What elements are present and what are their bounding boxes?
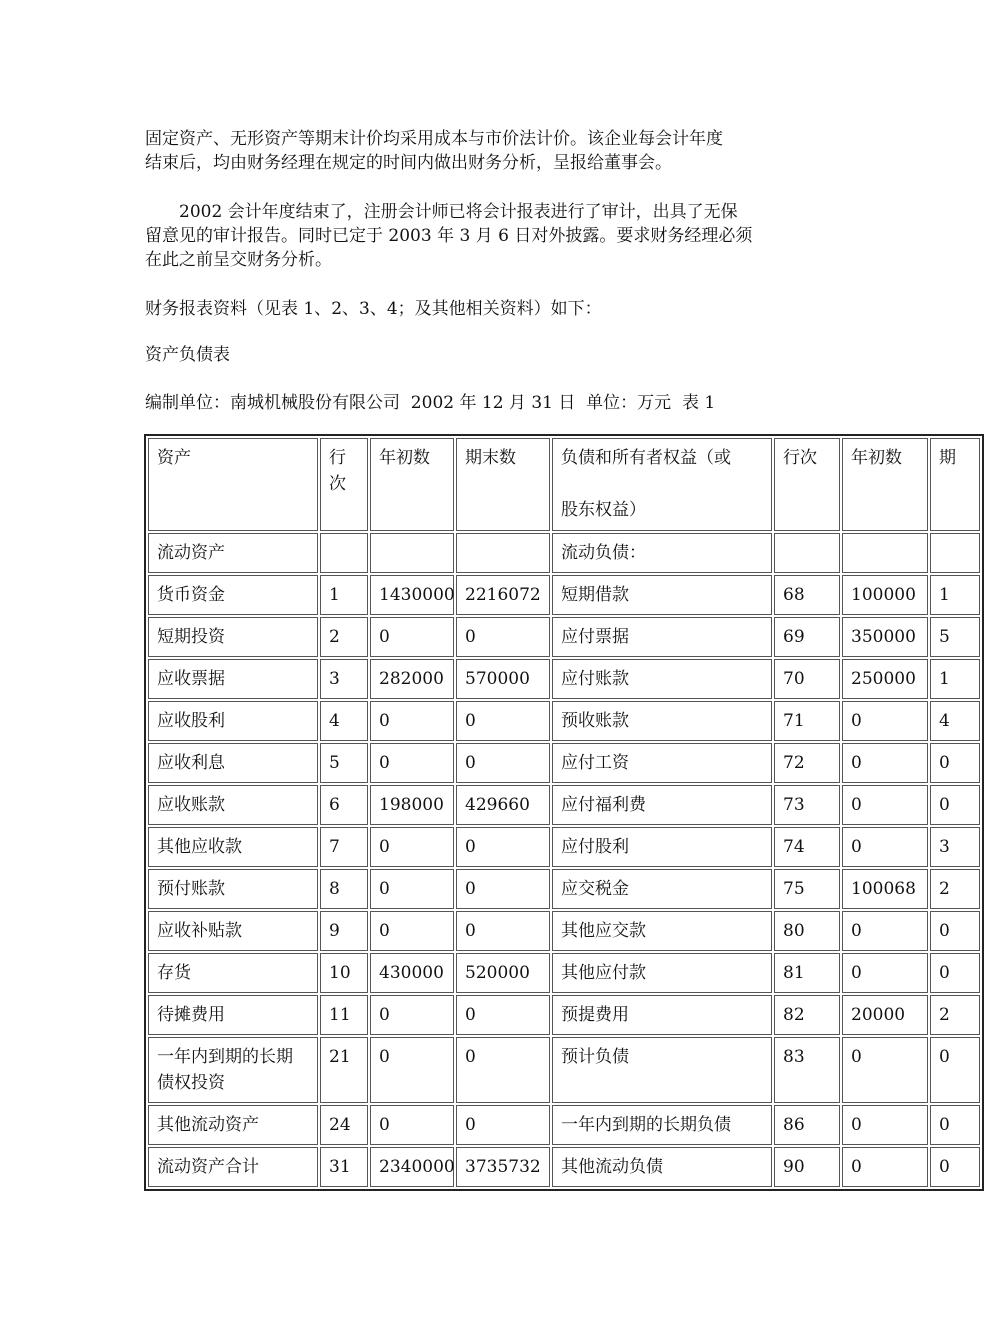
line-no-cell: 10 xyxy=(320,953,368,993)
liability-begin-value-cell: 0 xyxy=(842,911,928,951)
begin-value-cell xyxy=(370,533,454,573)
balance-sheet-container xyxy=(144,434,956,1220)
liability-line-no-cell: 74 xyxy=(774,827,840,867)
liability-line-no-cell: 70 xyxy=(774,659,840,699)
asset-name-cell: 其他流动资产 xyxy=(148,1105,318,1145)
table-row xyxy=(148,1147,980,1187)
header-line-no-b: 行次 xyxy=(774,438,840,531)
liability-begin-value-cell: 0 xyxy=(842,785,928,825)
header-line-no: 行次 xyxy=(320,438,368,531)
liability-name-cell: 应交税金 xyxy=(552,869,772,909)
text-line: 固定资产、无形资产等期末计价均采用成本与市价法计价。该企业每会计年度 xyxy=(145,129,723,149)
liability-line-no-cell: 75 xyxy=(774,869,840,909)
materials-intro: 财务报表资料（见表 1、2、3、4；及其他相关资料）如下： xyxy=(145,299,602,319)
asset-name-cell: 短期投资 xyxy=(148,617,318,657)
liability-begin-value-cell xyxy=(842,533,928,573)
table-row xyxy=(148,533,980,573)
end-value-cell: 0 xyxy=(456,1105,550,1145)
liability-name-cell: 流动负债： xyxy=(552,533,772,573)
liability-begin-value-cell: 0 xyxy=(842,1105,928,1145)
liability-line-no-cell: 83 xyxy=(774,1037,840,1103)
line-no-cell: 1 xyxy=(320,575,368,615)
begin-value-cell: 0 xyxy=(370,869,454,909)
table-row xyxy=(148,953,980,993)
liability-line-no-cell: 69 xyxy=(774,617,840,657)
table-row xyxy=(148,1037,980,1103)
liability-begin-value-cell: 0 xyxy=(842,1147,928,1187)
asset-name-cell: 流动资产 xyxy=(148,533,318,573)
liability-begin-value-cell: 350000 xyxy=(842,617,928,657)
text-line: 在此之前呈交财务分析。 xyxy=(145,250,332,270)
begin-value-cell: 0 xyxy=(370,1105,454,1145)
liability-begin-value-cell: 100000 xyxy=(842,575,928,615)
asset-name-cell: 应收账款 xyxy=(148,785,318,825)
header-liabilities-line1: 负债和所有者权益（或 xyxy=(561,448,731,468)
liability-end-value-cell xyxy=(930,533,980,573)
table-row xyxy=(148,995,980,1035)
liability-name-cell: 一年内到期的长期负债 xyxy=(552,1105,772,1145)
liability-line-no-cell: 80 xyxy=(774,911,840,951)
text-line: 留意见的审计报告。同时已定于 2003 年 3 月 6 日对外披露。要求财务经理必须 xyxy=(145,226,753,246)
liability-name-cell: 预提费用 xyxy=(552,995,772,1035)
begin-value-cell: 198000 xyxy=(370,785,454,825)
end-value-cell xyxy=(456,533,550,573)
begin-value-cell: 0 xyxy=(370,701,454,741)
liability-end-value-cell: 0 xyxy=(930,1147,980,1187)
asset-name-cell: 应收补贴款 xyxy=(148,911,318,951)
liability-line-no-cell: 71 xyxy=(774,701,840,741)
table-header-row xyxy=(148,438,980,531)
line-no-cell: 3 xyxy=(320,659,368,699)
line-no-cell xyxy=(320,533,368,573)
table-row xyxy=(148,827,980,867)
line-no-cell: 9 xyxy=(320,911,368,951)
text-line: 结束后，均由财务经理在规定的时间内做出财务分析，呈报给董事会。 xyxy=(145,153,672,173)
liability-line-no-cell: 90 xyxy=(774,1147,840,1187)
end-value-cell: 570000 xyxy=(456,659,550,699)
begin-value-cell: 0 xyxy=(370,617,454,657)
line-no-cell: 8 xyxy=(320,869,368,909)
liability-name-cell: 应付福利费 xyxy=(552,785,772,825)
end-value-cell: 0 xyxy=(456,701,550,741)
end-value-cell: 429660 xyxy=(456,785,550,825)
table-row xyxy=(148,617,980,657)
header-end: 期末数 xyxy=(456,438,550,531)
asset-name-cell: 流动资产合计 xyxy=(148,1147,318,1187)
asset-name-cell: 货币资金 xyxy=(148,575,318,615)
asset-name-cell: 预付账款 xyxy=(148,869,318,909)
begin-value-cell: 0 xyxy=(370,827,454,867)
liability-end-value-cell: 0 xyxy=(930,911,980,951)
liability-begin-value-cell: 20000 xyxy=(842,995,928,1035)
liability-end-value-cell: 0 xyxy=(930,1037,980,1103)
liability-end-value-cell: 0 xyxy=(930,785,980,825)
table-row xyxy=(148,869,980,909)
end-value-cell: 0 xyxy=(456,743,550,783)
end-value-cell: 2216072 xyxy=(456,575,550,615)
begin-value-cell: 282000 xyxy=(370,659,454,699)
table-row xyxy=(148,743,980,783)
liability-line-no-cell: 73 xyxy=(774,785,840,825)
begin-value-cell: 0 xyxy=(370,911,454,951)
header-end-b: 期 xyxy=(930,438,980,531)
liability-begin-value-cell: 0 xyxy=(842,953,928,993)
liability-end-value-cell: 5 xyxy=(930,617,980,657)
end-value-cell: 0 xyxy=(456,827,550,867)
liability-end-value-cell: 0 xyxy=(930,953,980,993)
liability-name-cell: 应付账款 xyxy=(552,659,772,699)
asset-name-cell: 一年内到期的长期债权投资 xyxy=(148,1037,318,1103)
liability-end-value-cell: 4 xyxy=(930,701,980,741)
line-no-cell: 5 xyxy=(320,743,368,783)
liability-line-no-cell: 68 xyxy=(774,575,840,615)
end-value-cell: 0 xyxy=(456,911,550,951)
line-no-cell: 4 xyxy=(320,701,368,741)
liability-begin-value-cell: 250000 xyxy=(842,659,928,699)
line-no-cell: 21 xyxy=(320,1037,368,1103)
table-title: 资产负债表 xyxy=(145,345,230,365)
liability-name-cell: 预收账款 xyxy=(552,701,772,741)
header-liabilities xyxy=(552,438,772,531)
liability-end-value-cell: 0 xyxy=(930,1105,980,1145)
begin-value-cell: 430000 xyxy=(370,953,454,993)
liability-end-value-cell: 2 xyxy=(930,869,980,909)
begin-value-cell: 0 xyxy=(370,743,454,783)
end-value-cell: 0 xyxy=(456,1037,550,1103)
liability-name-cell: 短期借款 xyxy=(552,575,772,615)
table-caption: 编制单位：南城机械股份有限公司 2002 年 12 月 31 日 单位：万元 表 1 xyxy=(145,393,716,413)
liability-line-no-cell: 81 xyxy=(774,953,840,993)
asset-name-cell: 应收利息 xyxy=(148,743,318,783)
begin-value-cell: 1430000 xyxy=(370,575,454,615)
liability-begin-value-cell: 0 xyxy=(842,1037,928,1103)
header-liabilities-line2: 股东权益） xyxy=(561,500,646,520)
line-no-cell: 24 xyxy=(320,1105,368,1145)
liability-line-no-cell: 86 xyxy=(774,1105,840,1145)
liability-end-value-cell: 3 xyxy=(930,827,980,867)
line-no-cell: 11 xyxy=(320,995,368,1035)
line-no-cell: 31 xyxy=(320,1147,368,1187)
header-begin: 年初数 xyxy=(370,438,454,531)
text-line: 2002 会计年度结束了，注册会计师已将会计报表进行了审计，出具了无保 xyxy=(145,202,738,222)
asset-name-cell: 应收票据 xyxy=(148,659,318,699)
liability-begin-value-cell: 100068 xyxy=(842,869,928,909)
liability-line-no-cell xyxy=(774,533,840,573)
asset-name-cell: 待摊费用 xyxy=(148,995,318,1035)
liability-name-cell: 应付票据 xyxy=(552,617,772,657)
liability-end-value-cell: 1 xyxy=(930,575,980,615)
liability-name-cell: 其他应付款 xyxy=(552,953,772,993)
begin-value-cell: 0 xyxy=(370,1037,454,1103)
end-value-cell: 0 xyxy=(456,995,550,1035)
end-value-cell: 3735732 xyxy=(456,1147,550,1187)
liability-begin-value-cell: 0 xyxy=(842,743,928,783)
table-row xyxy=(148,659,980,699)
table-row xyxy=(148,701,980,741)
liability-begin-value-cell: 0 xyxy=(842,827,928,867)
intro-paragraph xyxy=(145,127,723,175)
liability-name-cell: 应付工资 xyxy=(552,743,772,783)
header-begin-b: 年初数 xyxy=(842,438,928,531)
liability-line-no-cell: 72 xyxy=(774,743,840,783)
table-row xyxy=(148,575,980,615)
asset-name-cell: 其他应收款 xyxy=(148,827,318,867)
liability-begin-value-cell: 0 xyxy=(842,701,928,741)
line-no-cell: 2 xyxy=(320,617,368,657)
asset-name-cell: 存货 xyxy=(148,953,318,993)
liability-end-value-cell: 0 xyxy=(930,743,980,783)
audit-paragraph xyxy=(145,200,752,272)
table-row xyxy=(148,785,980,825)
liability-name-cell: 其他应交款 xyxy=(552,911,772,951)
liability-name-cell: 其他流动负债 xyxy=(552,1147,772,1187)
end-value-cell: 0 xyxy=(456,869,550,909)
begin-value-cell: 2340000 xyxy=(370,1147,454,1187)
liability-end-value-cell: 2 xyxy=(930,995,980,1035)
header-asset: 资产 xyxy=(148,438,318,531)
begin-value-cell: 0 xyxy=(370,995,454,1035)
liability-end-value-cell: 1 xyxy=(930,659,980,699)
liability-name-cell: 预计负债 xyxy=(552,1037,772,1103)
balance-sheet-table xyxy=(144,434,984,1191)
asset-name-cell: 应收股利 xyxy=(148,701,318,741)
end-value-cell: 520000 xyxy=(456,953,550,993)
line-no-cell: 6 xyxy=(320,785,368,825)
end-value-cell: 0 xyxy=(456,617,550,657)
line-no-cell: 7 xyxy=(320,827,368,867)
liability-line-no-cell: 82 xyxy=(774,995,840,1035)
table-row xyxy=(148,911,980,951)
liability-name-cell: 应付股利 xyxy=(552,827,772,867)
table-row xyxy=(148,1105,980,1145)
